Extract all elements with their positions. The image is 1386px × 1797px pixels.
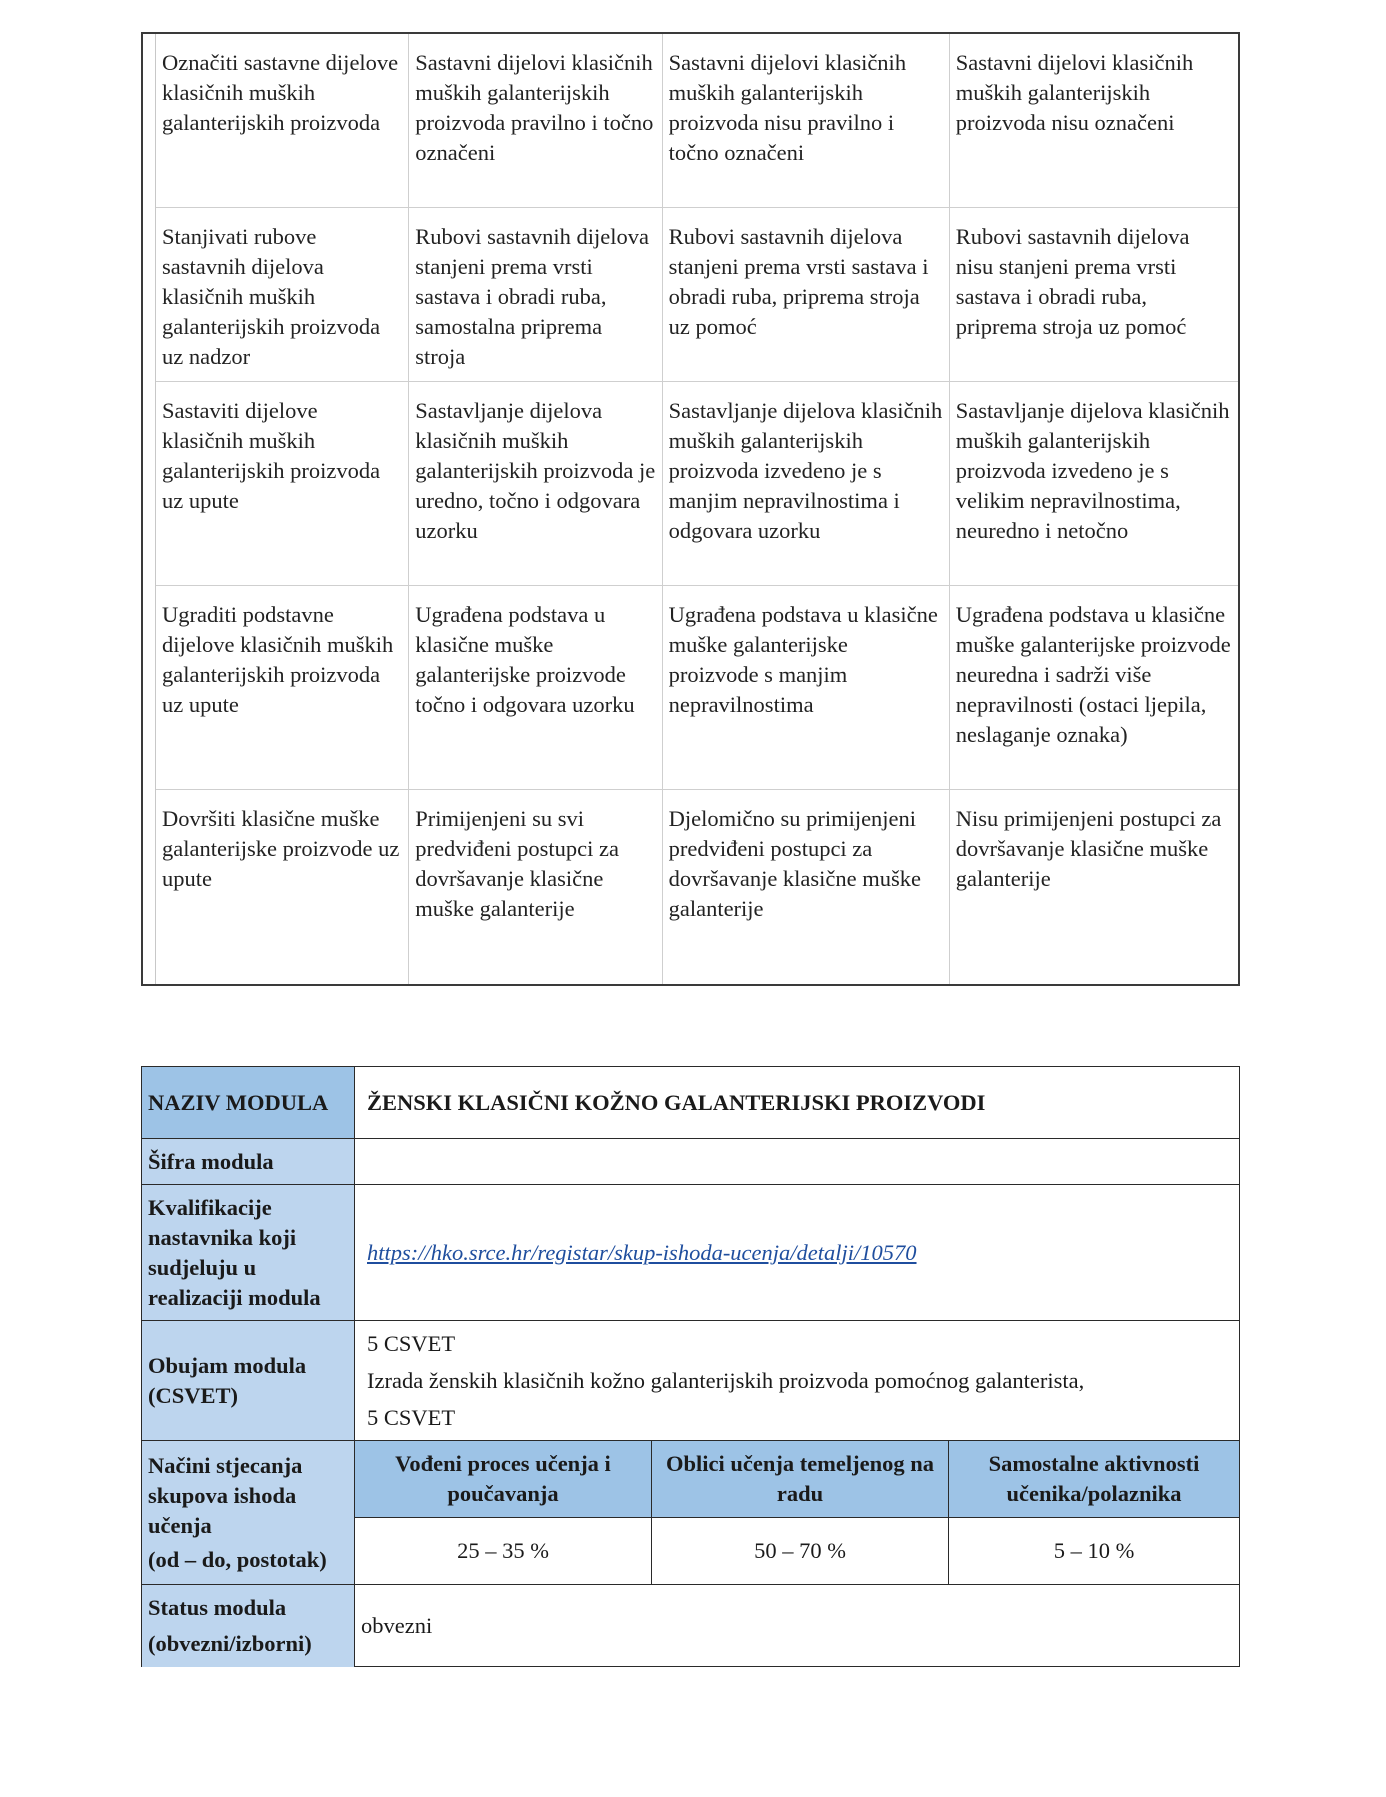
module-code-row	[142, 1139, 1239, 1185]
good-cell: Djelomično su primijenjeni predviđeni postupci za dovršavanje klasične muške galanterije	[663, 790, 950, 984]
independent-activities-header: Samostalne aktivnosti učenika/polaznika	[949, 1441, 1239, 1518]
module-status-label	[142, 1585, 355, 1667]
good-cell: Rubovi sastavnih dijelova stanjeni prema vrsti sastava i obradi ruba, priprema stroja uz pomoć	[663, 208, 950, 381]
excellent-cell: Sastavni dijelovi klasičnih muških galanterijskih proizvoda pravilno i točno označeni	[409, 34, 662, 207]
module-status-value: obvezni	[361, 1613, 433, 1638]
task-cell: Dovršiti klasične muške galanterijske proizvode uz upute	[156, 790, 409, 984]
module-status-label-text: Status modula	[148, 1595, 287, 1620]
module-code-value	[355, 1139, 1239, 1184]
poor-cell: Ugrađena podstava u klasične muške galanterijske proizvode neuredna i sadrži više nepravilnosti (ostaci ljepila, neslaganje oznaka)	[955, 602, 1231, 747]
qualifications-link[interactable]: https://hko.srce.hr/registar/skup-ishoda-ucenja/detalji/10570	[367, 1239, 917, 1265]
criteria-table-body	[155, 34, 1238, 984]
excellent-cell: Ugrađena podstava u klasične muške galanterijske proizvode točno i odgovara uzorku	[409, 586, 662, 789]
task-cell: Označiti sastavne dijelove klasičnih muških galanterijskih proizvoda	[156, 34, 409, 207]
excellent-cell: Sastavljanje dijelova klasičnih muških galanterijskih proizvoda je uredno, točno i odgovara uzorku	[409, 382, 662, 585]
volume-line: 5 CSVET	[367, 1331, 456, 1356]
table-row	[156, 208, 1238, 382]
module-status-label-options: (obvezni/izborni)	[148, 1631, 312, 1656]
table-row	[156, 382, 1238, 586]
module-name-value: ŽENSKI KLASIČNI KOŽNO GALANTERIJSKI PROIZVODI	[367, 1089, 986, 1115]
guided-learning-header: Vođeni proces učenja i poučavanja	[355, 1441, 652, 1518]
learning-ways-row	[142, 1441, 1239, 1585]
work-based-learning-header: Oblici učenja temeljenog na radu	[652, 1441, 949, 1518]
table-row	[156, 586, 1238, 790]
module-name-row	[142, 1067, 1239, 1139]
excellent-cell: Rubovi sastavnih dijelova stanjeni prema vrsti sastava i obradi ruba, samostalna priprema stroja	[409, 208, 662, 381]
task-cell: Stanjivati rubove sastavnih dijelova klasičnih muških galanterijskih proizvoda uz nadzor	[156, 208, 409, 381]
module-info-table	[141, 1066, 1240, 1667]
volume-line: Izrada ženskih klasičnih kožno galanterijskih proizvoda pomoćnog galanterista,	[367, 1368, 1085, 1393]
poor-cell: Sastavljanje dijelova klasičnih muških galanterijskih proizvoda izvedeno je s velikim nepravilnostima, neuredno i netočno	[955, 398, 1230, 543]
work-based-learning-value: 50 – 70 %	[652, 1518, 949, 1584]
volume-line: 5 CSVET	[367, 1405, 456, 1430]
independent-activities-value: 5 – 10 %	[1053, 1538, 1135, 1563]
learning-ways-label-range: (od – do, postotak)	[148, 1546, 327, 1572]
poor-cell: Rubovi sastavnih dijelova nisu stanjeni prema vrsti sastava i obradi ruba, priprema stroja uz pomoć	[955, 224, 1190, 339]
module-name-label: NAZIV MODULA	[142, 1067, 355, 1138]
task-cell: Sastaviti dijelove klasičnih muških galanterijskih proizvoda uz upute	[156, 382, 409, 585]
good-cell: Sastavni dijelovi klasičnih muških galanterijskih proizvoda nisu pravilno i točno označeni	[663, 34, 950, 207]
excellent-cell: Primijenjeni su svi predviđeni postupci za dovršavanje klasične muške galanterije	[409, 790, 662, 984]
good-cell: Ugrađena podstava u klasične muške galanterijske proizvode s manjim nepravilnostima	[663, 586, 950, 789]
poor-cell: Nisu primijenjeni postupci za dovršavanje klasične muške galanterije	[955, 806, 1222, 891]
qualifications-row	[142, 1185, 1239, 1321]
volume-value	[355, 1321, 1239, 1440]
volume-label: Obujam modula (CSVET)	[142, 1321, 355, 1440]
learning-ways-grid	[355, 1441, 1239, 1584]
good-cell: Sastavljanje dijelova klasičnih muških galanterijskih proizvoda izvedeno je s manjim nepravilnostima i odgovara uzorku	[663, 382, 950, 585]
learning-ways-label	[142, 1441, 355, 1584]
poor-cell: Sastavni dijelovi klasičnih muških galanterijskih proizvoda nisu označeni	[955, 50, 1194, 135]
assessment-criteria-table	[141, 32, 1240, 986]
learning-ways-label-text: Načini stjecanja skupova ishoda učenja	[148, 1452, 303, 1538]
task-cell: Ugraditi podstavne dijelove klasičnih muških galanterijskih proizvoda uz upute	[156, 586, 409, 789]
table-row	[156, 34, 1238, 208]
module-code-label: Šifra modula	[142, 1139, 355, 1184]
qualifications-value	[355, 1185, 1239, 1320]
qualifications-label: Kvalifikacije nastavnika koji sudjeluju u realizaciji modula	[142, 1185, 355, 1320]
table-row	[156, 790, 1238, 984]
module-status-row	[142, 1585, 1239, 1667]
volume-row	[142, 1321, 1239, 1441]
guided-learning-value: 25 – 35 %	[355, 1518, 652, 1584]
